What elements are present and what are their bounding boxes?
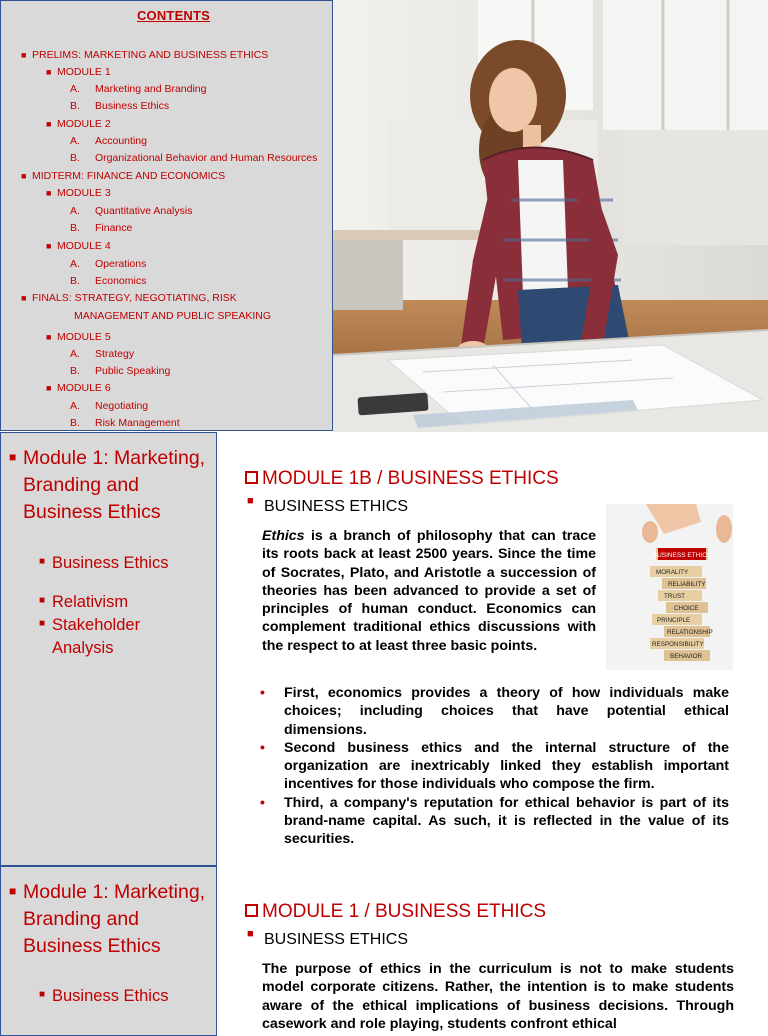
- toc-module-1[interactable]: ■ MODULE 1: [46, 66, 111, 78]
- toc-prelims[interactable]: ■ PRELIMS: MARKETING AND BUSINESS ETHICS: [21, 49, 269, 61]
- list-item: • First, economics provides a theory of how individuals make choices; including choices that have potential ethical dimensions.: [260, 684, 729, 738]
- contents-panel: [0, 0, 333, 431]
- section-subheading: ■ BUSINESS ETHICS: [247, 928, 409, 948]
- blocks-title-label: BUSINESS ETHICS: [652, 552, 712, 559]
- toc-item[interactable]: A. Strategy: [70, 348, 135, 360]
- toc-finals-cont[interactable]: MANAGEMENT AND PUBLIC SPEAKING: [74, 310, 272, 322]
- toc-item[interactable]: B. Economics: [70, 275, 147, 287]
- block-label: TRUST: [664, 593, 685, 600]
- toc-item[interactable]: A. Negotiating: [70, 400, 149, 412]
- block-label: BEHAVIOR: [670, 653, 703, 660]
- toc-item[interactable]: A. Operations: [70, 258, 147, 270]
- block-label: RESPONSIBILITY: [652, 641, 704, 648]
- block-label: RELIABILITY: [668, 581, 706, 588]
- toc-item[interactable]: B. Risk Management: [70, 417, 180, 429]
- block-label: PRINCIPLE: [657, 617, 691, 624]
- toc-midterm[interactable]: ■ MIDTERM: FINANCE AND ECONOMICS: [21, 170, 226, 182]
- side-item-business-ethics[interactable]: ■ Business Ethics: [39, 554, 169, 572]
- block-label: CHOICE: [674, 605, 699, 612]
- toc-module-3[interactable]: ■ MODULE 3: [46, 187, 111, 199]
- block-label: MORALITY: [656, 569, 689, 576]
- side-heading: ■ Module 1: Marketing, Branding and Business Ethics: [9, 447, 206, 523]
- toc-module-5[interactable]: ■ MODULE 5: [46, 331, 111, 343]
- ethics-points-list: [262, 684, 729, 849]
- toc-item[interactable]: B. Public Speaking: [70, 365, 171, 377]
- checkbox-bullet-icon: [245, 471, 258, 484]
- module1-side-panel: [0, 432, 217, 866]
- list-item: • Third, a company's reputation for ethical behavior is part of its brand-name capital. As such, it is reflected in the value of its securities.: [260, 793, 729, 848]
- contents-title: CONTENTS: [136, 8, 211, 23]
- toc-module-2[interactable]: ■ MODULE 2: [46, 118, 111, 130]
- toc-item[interactable]: A. Accounting: [70, 135, 147, 147]
- toc-item[interactable]: B. Organizational Behavior and Human Resources: [70, 152, 318, 164]
- block-label: RELATIONSHIP: [667, 629, 713, 636]
- toc-item[interactable]: B. Business Ethics: [70, 100, 170, 112]
- side-heading: ■ Module 1: Marketing, Branding and Business Ethics: [9, 881, 206, 957]
- photo-illustration: [333, 0, 768, 432]
- toc-finals[interactable]: ■ FINALS: STRATEGY, NEGOTIATING, RISK: [21, 292, 237, 304]
- side-item-relativism[interactable]: ■ Relativism: [39, 593, 129, 611]
- toc-item[interactable]: B. Finance: [70, 222, 133, 234]
- ethics-blocks-illustration: [606, 504, 733, 670]
- module1-side-panel-2: [0, 866, 217, 1036]
- checkbox-bullet-icon: [245, 904, 258, 917]
- module-1-title: MODULE 1 / BUSINESS ETHICS: [245, 901, 546, 923]
- side-item-business-ethics[interactable]: ■ Business Ethics: [39, 987, 169, 1005]
- list-item: • Second business ethics and the internal structure of the organization are inextricably linked they establish important incentives for those individuals who compose the firm.: [260, 738, 729, 793]
- ethics-paragraph: Ethics is a branch of philosophy that can trace its roots back at least 2500 years. Since the time of Socrates, Plato, and Aristotle a succession of theories has been advanced to provide a set of principles of human conduct. Economics can complement traditional ethics discussions with the respect to at least three basic points.: [262, 528, 596, 654]
- toc-module-6[interactable]: ■ MODULE 6: [46, 382, 111, 394]
- section-subheading: ■ BUSINESS ETHICS: [247, 495, 409, 515]
- toc-module-4[interactable]: ■ MODULE 4: [46, 240, 111, 252]
- side-item-stakeholder-analysis[interactable]: ■ Stakeholder Analysis: [39, 616, 141, 657]
- student-at-desk-photo: [333, 0, 768, 432]
- purpose-paragraph: The purpose of ethics in the curriculum is not to make students model corporate citizens. Rather, the intention is to make students aware of the ethical implications of business decisions. Through casework and role playing, students confront ethical: [262, 961, 734, 1032]
- ethics-blocks-image: [606, 504, 733, 670]
- module-1b-title: MODULE 1B / BUSINESS ETHICS: [245, 468, 559, 490]
- toc-item[interactable]: A. Quantitative Analysis: [70, 205, 193, 217]
- toc-item[interactable]: A. Marketing and Branding: [70, 83, 207, 95]
